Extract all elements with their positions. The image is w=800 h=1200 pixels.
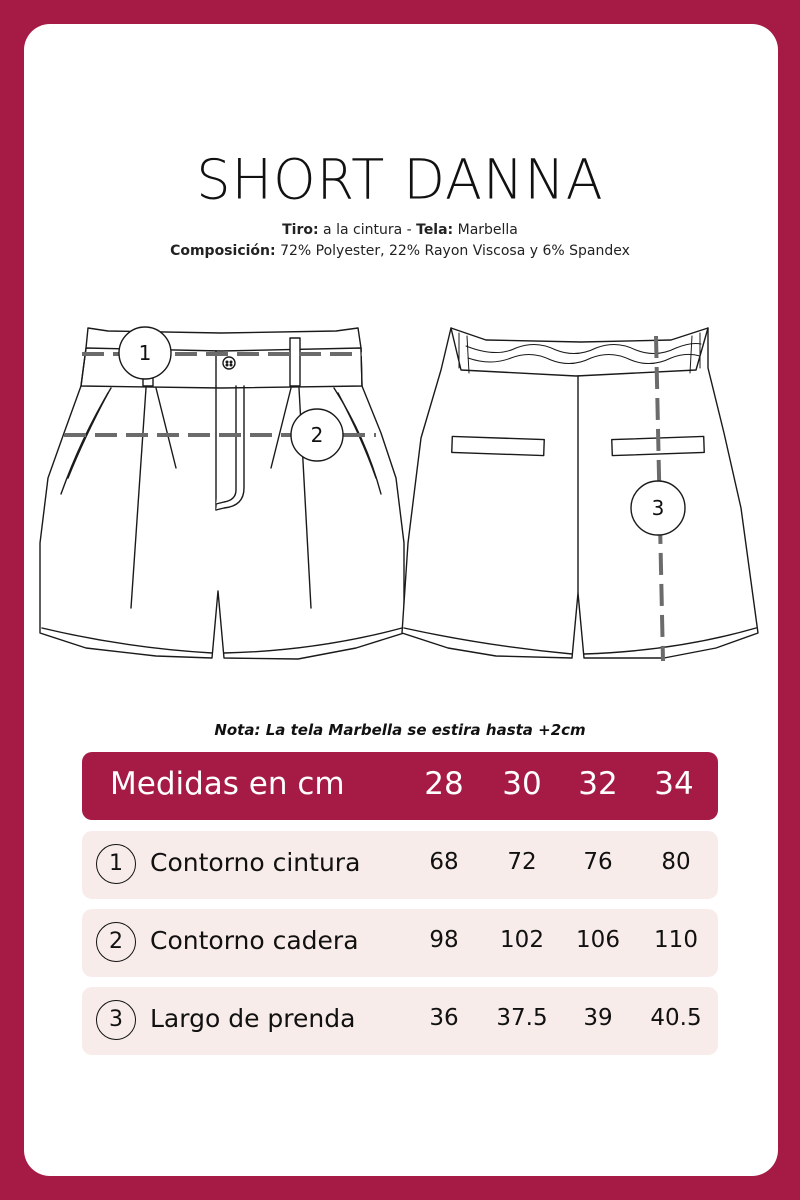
table-row-length: [82, 987, 718, 1055]
marker-2-label: 2: [310, 423, 324, 447]
cell-value: 106: [576, 927, 620, 953]
cell-value: 98: [429, 927, 459, 953]
shorts-diagram: [36, 318, 764, 668]
table-row-waist: [82, 831, 718, 899]
specs-line-2: [0, 243, 800, 259]
cell-value: 39: [583, 1005, 613, 1031]
product-title: SHORT DANNA: [196, 147, 604, 212]
table-row-hip: [82, 909, 718, 977]
row-label: Contorno cintura: [150, 848, 361, 877]
composicion-label: Composición:: [170, 243, 276, 259]
tela-value: Marbella: [457, 222, 518, 238]
row-number-badge: 1: [96, 844, 136, 884]
size-header-30: 30: [502, 766, 542, 802]
size-table-header: [82, 752, 718, 820]
cell-value: 76: [583, 849, 613, 875]
composicion-value: 72% Polyester, 22% Rayon Viscosa y 6% Spandex: [280, 243, 630, 259]
spec-separator: -: [406, 222, 412, 238]
marker-1-label: 1: [138, 341, 152, 365]
tela-label: Tela:: [416, 222, 454, 238]
marker-3-label: 3: [651, 496, 665, 520]
row-label: Largo de prenda: [150, 1004, 356, 1033]
cell-value: 37.5: [496, 1005, 548, 1031]
back-shorts: [402, 328, 758, 658]
fabric-note: Nota: La tela Marbella se estira hasta +2cm: [214, 721, 586, 739]
front-shorts: [40, 328, 404, 659]
tiro-label: Tiro:: [282, 222, 319, 238]
cell-value: 80: [661, 849, 691, 875]
cell-value: 72: [507, 849, 537, 875]
size-header-32: 32: [578, 766, 618, 802]
cell-value: 36: [429, 1005, 459, 1031]
cell-value: 110: [654, 927, 698, 953]
cell-value: 102: [500, 927, 544, 953]
tiro-value: a la cintura: [323, 222, 403, 238]
table-header-label: Medidas en cm: [110, 766, 345, 802]
cell-value: 40.5: [650, 1005, 702, 1031]
cell-value: 68: [429, 849, 459, 875]
row-number-badge: 2: [96, 922, 136, 962]
size-header-34: 34: [654, 766, 694, 802]
row-number-badge: 3: [96, 1000, 136, 1040]
size-header-28: 28: [424, 766, 464, 802]
specs-line-1: [0, 222, 800, 238]
row-label: Contorno cadera: [150, 926, 359, 955]
